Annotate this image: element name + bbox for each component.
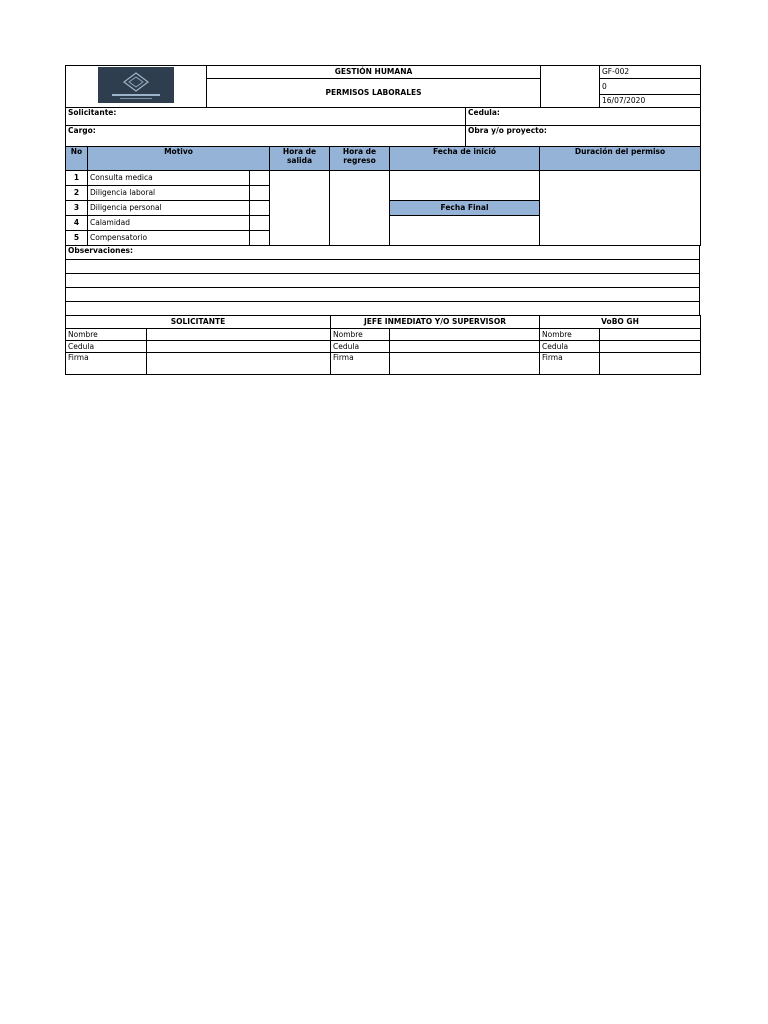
motivo-check[interactable] — [250, 201, 270, 216]
observaciones-table — [65, 245, 700, 316]
nombre-label: Nombre — [540, 329, 600, 341]
motivos-table — [65, 146, 701, 246]
signatures-table — [65, 315, 701, 375]
motivo-check[interactable] — [250, 186, 270, 201]
logo-icon — [98, 67, 174, 103]
motivo-label: Diligencia laboral — [88, 186, 250, 201]
vobo-cedula-input[interactable] — [600, 341, 701, 353]
form-title: PERMISOS LABORALES — [207, 79, 541, 108]
nombre-label: Nombre — [331, 329, 390, 341]
jefe-nombre-input[interactable] — [390, 329, 540, 341]
motivo-no: 3 — [66, 201, 88, 216]
motivo-check[interactable] — [250, 231, 270, 246]
motivo-no: 1 — [66, 171, 88, 186]
fecha-final-input[interactable] — [390, 216, 540, 246]
fecha-inicio-input[interactable] — [390, 171, 540, 201]
form-date[interactable]: 16/07/2020 — [600, 95, 701, 108]
observaciones-line[interactable] — [66, 260, 700, 274]
col-motivo: Motivo — [88, 147, 270, 171]
company-logo — [66, 66, 207, 108]
vobo-title: VoBO GH — [540, 316, 701, 329]
motivo-label: Compensatorio — [88, 231, 250, 246]
jefe-firma-input[interactable] — [390, 353, 540, 375]
motivo-no: 2 — [66, 186, 88, 201]
firma-label: Firma — [331, 353, 390, 375]
observaciones-label: Observaciones: — [66, 246, 700, 260]
cargo-field[interactable]: Cargo: — [66, 126, 466, 147]
applicant-info — [65, 107, 701, 147]
form-version[interactable]: 0 — [600, 79, 701, 95]
motivo-check[interactable] — [250, 171, 270, 186]
solicitante-title: SOLICITANTE — [66, 316, 331, 329]
motivo-label: Consulta medica — [88, 171, 250, 186]
observaciones-line[interactable] — [66, 288, 700, 302]
nombre-label: Nombre — [66, 329, 147, 341]
solicitante-field[interactable]: Solicitante: — [66, 108, 466, 126]
hora-regreso-input[interactable] — [330, 171, 390, 246]
firma-label: Firma — [66, 353, 147, 375]
form-code[interactable]: GF-002 — [600, 66, 701, 79]
obra-field[interactable]: Obra y/o proyecto: — [466, 126, 701, 147]
cedula-field[interactable]: Cedula: — [466, 108, 701, 126]
col-fecha-inicio: Fecha de inició — [390, 147, 540, 171]
hora-salida-input[interactable] — [270, 171, 330, 246]
jefe-cedula-input[interactable] — [390, 341, 540, 353]
col-hora-salida: Hora de salida — [270, 147, 330, 171]
motivo-check[interactable] — [250, 216, 270, 231]
observaciones-line[interactable] — [66, 302, 700, 316]
cedula-label: Cedula — [331, 341, 390, 353]
jefe-title: JEFE INMEDIATO Y/O SUPERVISOR — [331, 316, 540, 329]
vobo-firma-input[interactable] — [600, 353, 701, 375]
solicitante-nombre-input[interactable] — [147, 329, 331, 341]
cedula-label: Cedula — [66, 341, 147, 353]
header-spacer — [541, 66, 600, 108]
motivo-no: 5 — [66, 231, 88, 246]
motivo-no: 4 — [66, 216, 88, 231]
department-title: GESTIÓN HUMANA — [207, 66, 541, 79]
permisos-form — [65, 65, 700, 375]
fecha-final-label: Fecha Final — [390, 201, 540, 216]
duracion-input[interactable] — [540, 171, 701, 246]
motivo-label: Calamidad — [88, 216, 250, 231]
form-header — [65, 65, 701, 108]
col-hora-regreso: Hora de regreso — [330, 147, 390, 171]
solicitante-cedula-input[interactable] — [147, 341, 331, 353]
col-duracion: Duración del permiso — [540, 147, 701, 171]
solicitante-firma-input[interactable] — [147, 353, 331, 375]
col-no: No — [66, 147, 88, 171]
vobo-nombre-input[interactable] — [600, 329, 701, 341]
observaciones-line[interactable] — [66, 274, 700, 288]
cedula-label: Cedula — [540, 341, 600, 353]
motivo-label: Diligencia personal — [88, 201, 250, 216]
firma-label: Firma — [540, 353, 600, 375]
